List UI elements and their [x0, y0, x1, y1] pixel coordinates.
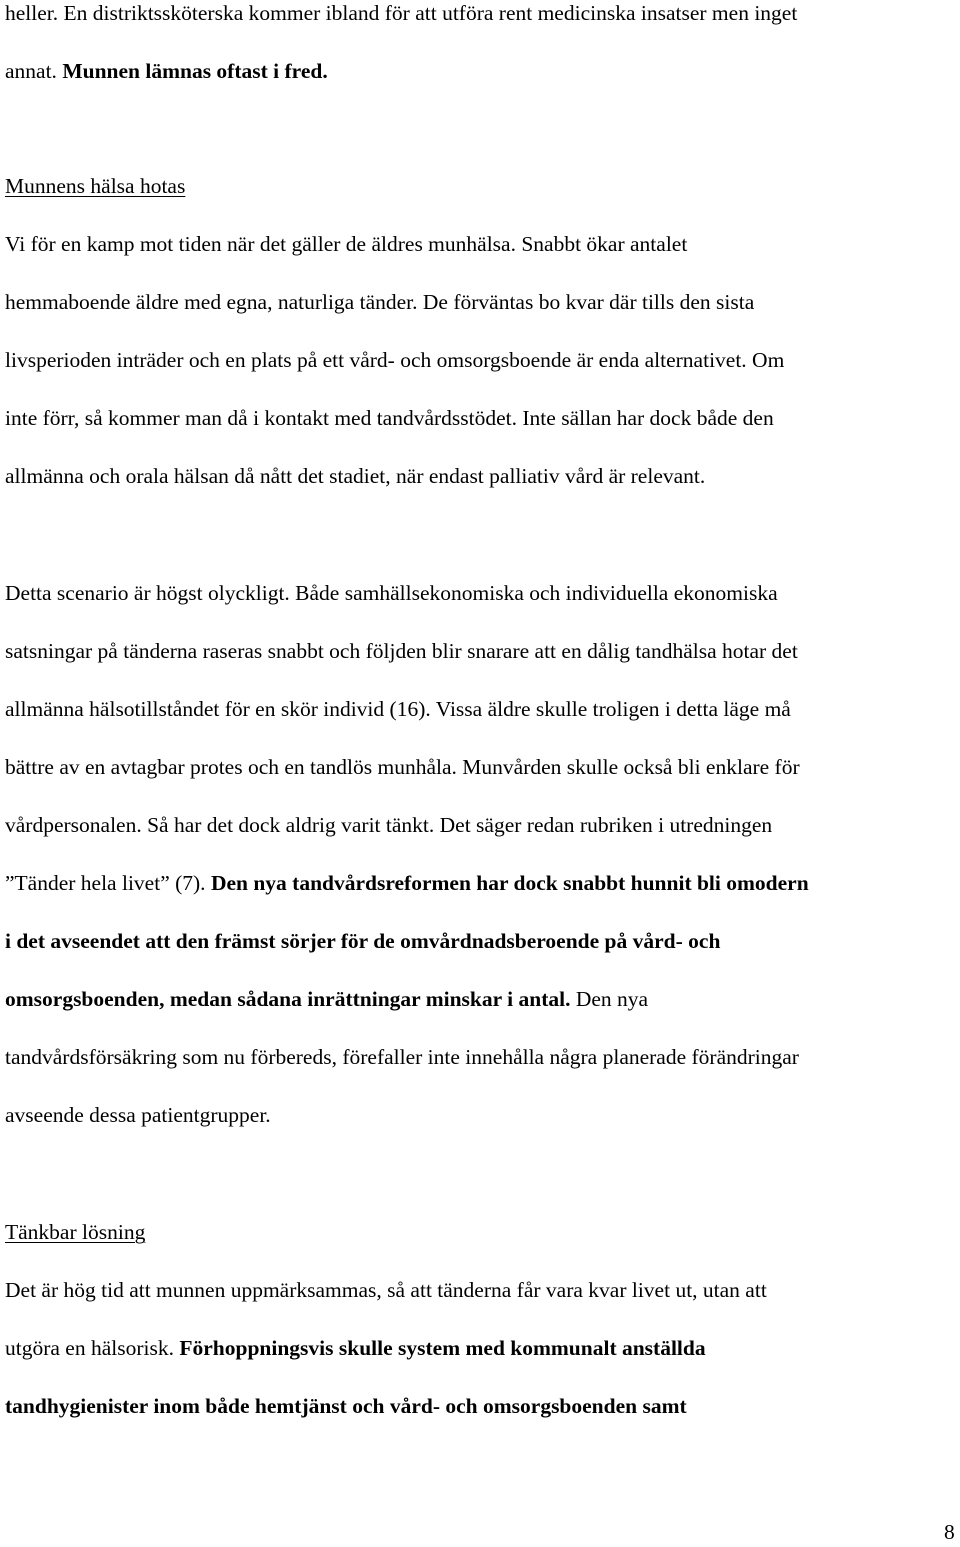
text-line — [5, 868, 809, 898]
text-line — [5, 984, 648, 1014]
bold-text-line: tandhygienister inom både hemtjänst och vård- och omsorgsboenden samt — [5, 1394, 687, 1418]
text-line: livsperioden inträder och en plats på ett vård- och omsorgsboende är enda alternativet. Om — [5, 348, 785, 372]
text-line: vårdpersonalen. Så har det dock aldrig varit tänkt. Det säger redan rubriken i utredningen — [5, 813, 773, 837]
text-line: tandvårdsförsäkring som nu förbereds, förefaller inte innehålla några planerade förändringar — [5, 1045, 799, 1069]
text-line: Det är hög tid att munnen uppmärksammas, så att tänderna får vara kvar livet ut, utan att — [5, 1278, 767, 1302]
page-number: 8 — [944, 1520, 955, 1544]
text-span: utgöra en hälsorisk. — [5, 1336, 180, 1360]
bold-text: Förhoppningsvis skulle system med kommunalt anställda — [179, 1336, 706, 1360]
text-line: inte förr, så kommer man då i kontakt med tandvårdsstödet. Inte sällan har dock både den — [5, 406, 774, 430]
bold-text: Munnen lämnas oftast i fred. — [62, 59, 328, 83]
text-span: ”Tänder hela livet” (7). — [5, 871, 211, 895]
text-line: bättre av en avtagbar protes och en tandlös munhåla. Munvården skulle också bli enklare för — [5, 755, 800, 779]
section-heading: Munnens hälsa hotas — [5, 174, 186, 198]
section-heading: Tänkbar lösning — [5, 1220, 146, 1244]
text-line: allmänna hälsotillståndet för en skör individ (16). Vissa äldre skulle troligen i detta läge må — [5, 697, 791, 721]
text-line: avseende dessa patientgrupper. — [5, 1103, 271, 1127]
text-line: allmänna och orala hälsan då nått det stadiet, när endast palliativ vård är relevant. — [5, 464, 706, 488]
text-line — [5, 1333, 706, 1363]
bold-text: omsorgsboenden, medan sådana inrättningar minskar i antal. — [5, 987, 571, 1011]
text-line — [5, 0, 797, 28]
bold-text: Den nya tandvårdsreformen har dock snabbt hunnit bli omodern — [210, 871, 809, 895]
text-line: satsningar på tänderna raseras snabbt och följden blir snarare att en dålig tandhälsa hotar det — [5, 639, 798, 663]
text-line: Vi för en kamp mot tiden när det gäller de äldres munhälsa. Snabbt ökar antalet — [5, 232, 688, 256]
text-line: Detta scenario är högst olyckligt. Både samhällsekonomiska och individuella ekonomiska — [5, 581, 778, 605]
text-line — [5, 56, 328, 86]
text-span: Den nya — [570, 987, 649, 1011]
text-span: annat. — [5, 59, 63, 83]
bold-text-line: i det avseendet att den främst sörjer för de omvårdnadsberoende på vård- och — [5, 929, 721, 953]
text-span: heller. En distriktssköterska kommer ibland för att utföra rent medicinska insatser men inget — [5, 1, 798, 25]
text-line: hemmaboende äldre med egna, naturliga tänder. De förväntas bo kvar där tills den sista — [5, 290, 755, 314]
